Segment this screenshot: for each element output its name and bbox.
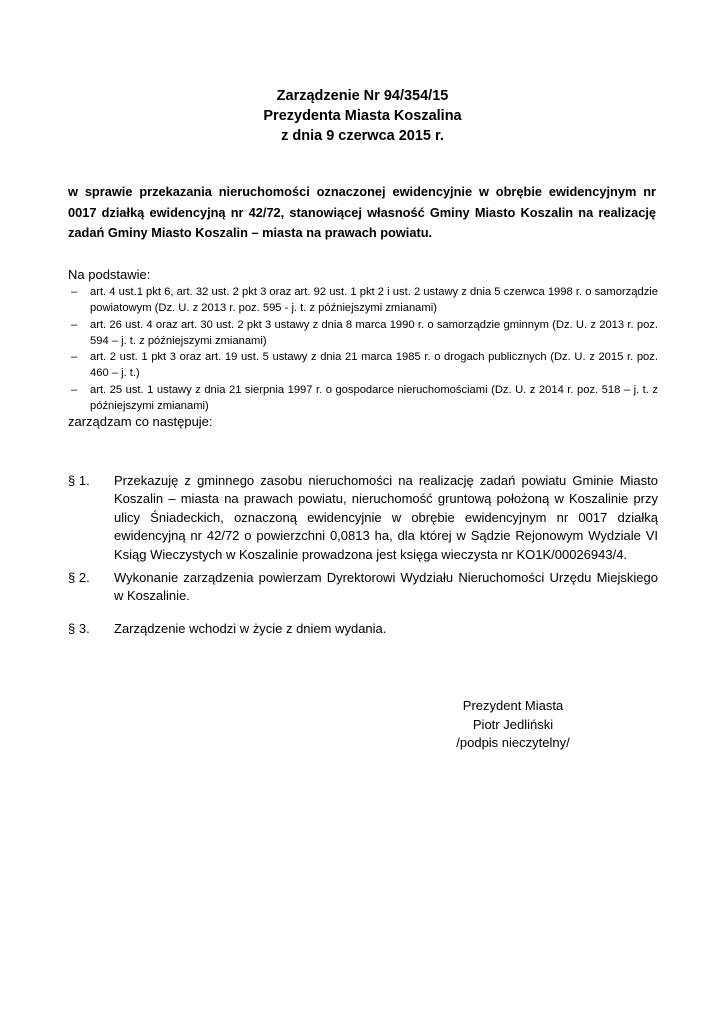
legal-basis-text: art. 26 ust. 4 oraz art. 30 ust. 2 pkt 3 ustawy z dnia 8 marca 1990 r. o samorządzie gminnym (Dz. U. z 2013 r. poz. 594 – j. t. z późniejszymi zmianami) (90, 318, 658, 347)
section-text: Przekazuję z gminnego zasobu nieruchomości na realizację zadań powiatu Gminie Miasto Koszalin – miasta na prawach powiatu, nieruchomość gruntową położoną w Koszalinie przy ulicy Śniadeckich, oznaczoną ewidencyjnie w obrębie ewidencyjnym nr 0017 działką ewidencyjną nr 42/72 o powierzchni 0,0813 ha, dla której w Sądzie Rejonowym Wydziale VI Ksiąg Wieczystych w Koszalinie prowadzona jest księga wieczysta nr KO1K/00026943/4. (114, 473, 658, 562)
signature-block (420, 697, 606, 753)
legal-basis-item (68, 317, 658, 350)
signature-title: Prezydent Miasta (462, 698, 564, 713)
legal-basis-item (68, 349, 658, 382)
title-line-ordinance-number: Zarządzenie Nr 94/354/15 (276, 88, 449, 104)
section-2 (68, 569, 658, 606)
section-3 (68, 620, 658, 638)
dash-bullet: – (71, 286, 78, 298)
legal-basis-text: art. 25 ust. 1 ustawy z dnia 21 sierpnia 1997 r. o gospodarce nieruchomościami (Dz. U. z 2014 r. poz. 518 – j. t. z późniejszymi zmianami) (90, 383, 658, 413)
section-number: § 2. (68, 570, 90, 585)
dash-bullet: – (71, 351, 78, 364)
legal-basis-text: art. 4 ust.1 pkt 6, art. 32 ust. 2 pkt 3 oraz art. 92 ust. 1 pkt 2 i ust. 2 ustawy z dnia 5 czerwca 1998 r. o samorządzie powiatowym (Dz. U. z 2013 r. poz. 595 - j. t. z późniejszymi zmianami) (90, 286, 658, 315)
section-text: Zarządzenie wchodzi w życie z dniem wydania. (114, 621, 387, 636)
legal-basis-text: art. 2 ust. 1 pkt 3 oraz art. 19 ust. 5 ustawy z dnia 21 marca 1985 r. o drogach publicznych (Dz. U. z 2015 r. poz. 460 – j. t.) (90, 351, 658, 380)
dash-bullet: – (71, 383, 78, 396)
title-line-date: z dnia 9 czerwca 2015 r. (281, 128, 444, 144)
section-text: Wykonanie zarządzenia powierzam Dyrektorowi Wydziału Nieruchomości Urzędu Miejskiego w Koszalinie. (114, 570, 658, 604)
section-number: § 1. (68, 473, 90, 488)
section-1 (68, 472, 658, 564)
section-number: § 3. (68, 621, 90, 636)
legal-basis-item (68, 284, 658, 317)
legal-basis-intro: Na podstawie: (68, 267, 151, 282)
title-line-issuer: Prezydenta Miasta Koszalina (263, 108, 462, 124)
ordering-clause: zarządzam co następuje: (68, 414, 213, 429)
legal-basis-item (68, 382, 658, 415)
signature-name: Piotr Jedliński (472, 716, 554, 732)
dash-bullet: – (71, 318, 78, 331)
document-subject: w sprawie przekazania nieruchomości oznaczonej ewidencyjnie w obrębie ewidencyjnym nr 0017 działką ewidencyjną nr 42/72, stanowiącej własność Gminy Miasto Koszalin na realizację zadań Gminy Miasto Koszalin – miasta na prawach powiatu. (68, 184, 656, 240)
document-title (0, 86, 725, 146)
signature-note: /podpis nieczytelny/ (456, 735, 570, 751)
legal-basis-list (68, 284, 658, 414)
